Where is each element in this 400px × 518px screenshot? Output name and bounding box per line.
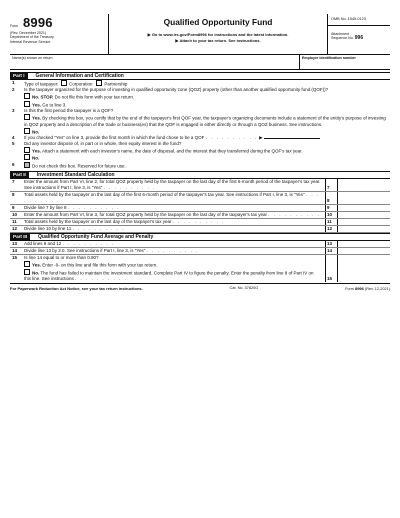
- yes-label: Yes.: [32, 102, 42, 108]
- omb-number: OMB No. 1545-0123: [328, 14, 390, 26]
- line-text: Do not check this box. Reserved for future use.: [32, 163, 126, 169]
- line-10: [10, 212, 390, 219]
- line-text: Total assets held by the taxpayer on the last day of the taxpayer's tax year: [24, 219, 172, 225]
- part3-title: Qualified Opportunity Fund Average and Penalty: [38, 234, 154, 241]
- part2-title: Investment Standard Calculation: [36, 172, 115, 179]
- form-label: Form: [10, 24, 18, 28]
- line-9: [10, 205, 390, 212]
- line-2-no: [10, 93, 390, 100]
- leader-dots: . . . . . . . . . .: [62, 241, 115, 247]
- line-box-number: 12: [325, 226, 337, 232]
- yes-label: Yes.: [32, 262, 42, 268]
- line5-yes-checkbox[interactable]: [24, 147, 30, 153]
- line11-amount[interactable]: [337, 219, 390, 225]
- corporation-checkbox[interactable]: [61, 80, 67, 86]
- part2-header: [10, 171, 390, 179]
- line2-no-checkbox[interactable]: [24, 93, 30, 99]
- footer-form-id: Form 8996 (Rev. 12-2021): [345, 286, 390, 292]
- leader-dots: . . . . . . . . . .: [172, 219, 225, 225]
- line-number: 5: [12, 141, 15, 147]
- leader-dots: . . . . . . . . . .: [75, 276, 128, 282]
- line5-no-checkbox[interactable]: [24, 154, 30, 160]
- form-header: [10, 14, 390, 55]
- line-text: Is this the first period the taxpayer is a QOF?: [24, 108, 114, 114]
- form-title: Qualified Opportunity Fund: [163, 17, 273, 27]
- line-number: 4: [12, 135, 15, 141]
- line9-amount[interactable]: [337, 205, 390, 211]
- part1-title: General Information and Certification: [35, 73, 124, 79]
- part3-tag: Part III: [10, 234, 30, 240]
- line-number: 13: [12, 241, 18, 247]
- sequence-number: 996: [354, 35, 364, 42]
- name-label: Name(s) shown on return: [12, 56, 53, 60]
- line-box-number: 8: [325, 192, 337, 204]
- ein-field[interactable]: [299, 55, 390, 69]
- revision-date: (Rev. December 2021): [10, 31, 47, 35]
- revision-block: [10, 31, 54, 44]
- line-4: 4 If you checked "Yes" on line 3, provide the first month in which the fund chose to be a QOF . . . . . . . . . . ▶: [10, 135, 390, 141]
- name-field[interactable]: [10, 55, 299, 69]
- line-5-yes: [10, 147, 390, 154]
- line7-amount[interactable]: [337, 179, 390, 191]
- catalog-number: Cat. No. 37820G: [229, 286, 259, 291]
- yes-label: Yes.: [32, 148, 42, 154]
- ein-label: Employer identification number: [302, 56, 356, 60]
- footer-form-number: 8996: [354, 286, 364, 292]
- leader-dots: . . . . . . . . . .: [67, 205, 121, 211]
- form-page: [10, 0, 390, 291]
- line-box-number: 9: [325, 205, 337, 211]
- line-11: [10, 219, 390, 226]
- line8-amount[interactable]: [337, 192, 390, 204]
- line-2-yes: [10, 101, 390, 108]
- line-box-number: 15: [325, 255, 337, 282]
- line-15: [10, 255, 390, 282]
- line-3-yes: [10, 114, 390, 127]
- footer-revision: (Rev. 12-2021): [364, 287, 390, 292]
- line-number: 1: [12, 80, 15, 85]
- instruction-2: ▶ Attach to your tax return. See instructions.: [175, 38, 261, 43]
- line3-yes-checkbox[interactable]: [24, 114, 30, 120]
- attachment-label: Attachment: [331, 32, 350, 36]
- yes-text: Attach a statement with each investor's name, the date of disposal, and the interest that they transferred during the QOF's tax year.: [41, 148, 303, 154]
- line-number: 12: [12, 226, 18, 232]
- line14-amount[interactable]: [337, 248, 390, 254]
- leader-dots: . . . . . . . . . .: [24, 192, 320, 204]
- yes-text: Go to line 3.: [41, 102, 67, 108]
- line-box-number: 11: [325, 219, 337, 225]
- title-block: [109, 14, 327, 54]
- line3-no-checkbox[interactable]: [24, 128, 30, 134]
- yes-text: By checking this box, you certify that by the end of the taxpayer's first QOF year, the taxpayer's organizing documents include a statement of the entity's purpose of investing in QOZ property and a description of the trade or business(es) that the QOF is engaged in either directly or through a QOZ business. See instructions.: [24, 115, 386, 127]
- line15-amount[interactable]: [337, 255, 390, 282]
- paperwork-notice: For Paperwork Reduction Act Notice, see your tax return instructions.: [10, 286, 143, 292]
- form-id-block: [10, 14, 109, 54]
- line-number: 11: [12, 219, 17, 225]
- line-13: [10, 241, 390, 248]
- leader-dots: . . . . . . . . . .: [72, 226, 125, 232]
- line-number: 8: [12, 192, 15, 198]
- no-label: No.: [32, 155, 40, 161]
- line-text: Type of taxpayer:: [24, 81, 59, 87]
- no-label: No.: [32, 129, 40, 135]
- line-3-no: [10, 128, 390, 135]
- line-text: Add lines 9 and 12: [24, 241, 62, 247]
- line-box-number: 10: [325, 212, 337, 218]
- form-footer: [10, 283, 390, 291]
- department-name: Department of the Treasury: [10, 35, 54, 40]
- line-7: [10, 179, 390, 192]
- line-number: 14: [12, 248, 18, 254]
- reserved-checkbox: [24, 162, 30, 168]
- line15-yes-checkbox[interactable]: [24, 261, 30, 267]
- first-month-input[interactable]: [264, 138, 320, 139]
- line-number: 15: [12, 255, 18, 261]
- yes-label: Yes.: [32, 115, 42, 121]
- instruction-1: ▶ Go to www.irs.gov/Form8996 for instructions and the latest information.: [147, 32, 289, 37]
- part1-tag: Part I: [10, 73, 28, 79]
- part1-header: [10, 72, 390, 80]
- line15-no-checkbox[interactable]: [24, 269, 30, 275]
- line-text: Total assets held by the taxpayer on the last day of the first 6-month period of the taxpayer's tax year. See instructions if Part I, line 3, is "Yes": [24, 192, 305, 198]
- no-label: No. STOP.: [32, 94, 54, 100]
- line-number: 6: [12, 161, 15, 167]
- line13-amount[interactable]: [337, 241, 390, 247]
- name-row: [10, 55, 390, 70]
- part3-header: [10, 233, 390, 241]
- line-number: 10: [12, 212, 18, 218]
- leader-dots: . . . . . . . . . .: [268, 212, 321, 218]
- line10-amount[interactable]: [337, 212, 390, 218]
- line-text: Enter the amount from Part VI, line 2, for total QOZ property held by the taxpayer on the last day of the first 6-month period of the taxpayer's tax year. See instructions if Part I, line 3, is "Yes": [24, 179, 321, 191]
- line-1: [10, 80, 390, 87]
- no-label: No.: [32, 270, 40, 276]
- partnership-label: Partnership: [104, 81, 128, 87]
- no-text: The fund has failed to maintain the investment standard. Complete Part IV to figure the penalty. Enter the penalty from line 8 of Part IV on this line. See instructions: [24, 270, 314, 282]
- line-5-no: [10, 154, 390, 161]
- no-text: Do not file this form with your tax return.: [53, 94, 135, 100]
- omb-block: [327, 14, 390, 54]
- line-number: 7: [12, 179, 15, 185]
- line-8: [10, 192, 390, 205]
- line-box-number: 13: [325, 241, 337, 247]
- leader-dots: . . . . . . . . . .: [205, 135, 258, 141]
- line-box-number: 14: [325, 248, 337, 254]
- line-12: [10, 226, 390, 233]
- line-text: Divide line 7 by line 8: [24, 205, 67, 211]
- line-number: 3: [12, 108, 15, 114]
- partnership-checkbox[interactable]: [96, 80, 102, 86]
- line-text: If you checked "Yes" on line 3, provide the first month in which the fund chose to be a QOF: [24, 135, 205, 141]
- line2-yes-checkbox[interactable]: [24, 101, 30, 107]
- line12-amount[interactable]: [337, 226, 390, 232]
- corporation-label: Corporation: [69, 81, 93, 87]
- line-box-number: 7: [325, 179, 337, 191]
- leader-dots: . . . . . . . . . .: [103, 185, 156, 191]
- line-text: Did any investor dispose of, in part or in whole, their equity interest in the fund?: [24, 141, 182, 147]
- line-number: 2: [12, 87, 15, 93]
- sequence-label: Sequence No.: [331, 36, 354, 41]
- line-14: [10, 248, 390, 255]
- sequence-block: [328, 26, 390, 41]
- line-text: Enter the amount from Part VI, line 3, for total QOZ property held by the taxpayer on the last day of the taxpayer's tax year: [24, 212, 267, 218]
- yes-text: Enter -0- on this line and file this form with your tax return.: [41, 262, 158, 268]
- line-text: Is the taxpayer organized for the purpose of investing in qualified opportunity zone (QOZ) property (other than another qualified opportunity fund (QOF))?: [24, 87, 329, 93]
- line-number: 9: [12, 205, 15, 211]
- line-6: [10, 162, 390, 169]
- line-text: Divide line 10 by line 11: [24, 226, 72, 232]
- line-text: Is line 14 equal to or more than 0.90?: [24, 255, 99, 261]
- form-number: 8996: [23, 15, 53, 30]
- leader-dots: . . . . . . . . . .: [146, 248, 199, 254]
- line-text: Divide line 13 by 2.0. See instructions if Part I, line 3, is "Yes": [24, 248, 146, 254]
- agency-name: Internal Revenue Service: [10, 39, 51, 44]
- part2-tag: Part II: [10, 172, 29, 178]
